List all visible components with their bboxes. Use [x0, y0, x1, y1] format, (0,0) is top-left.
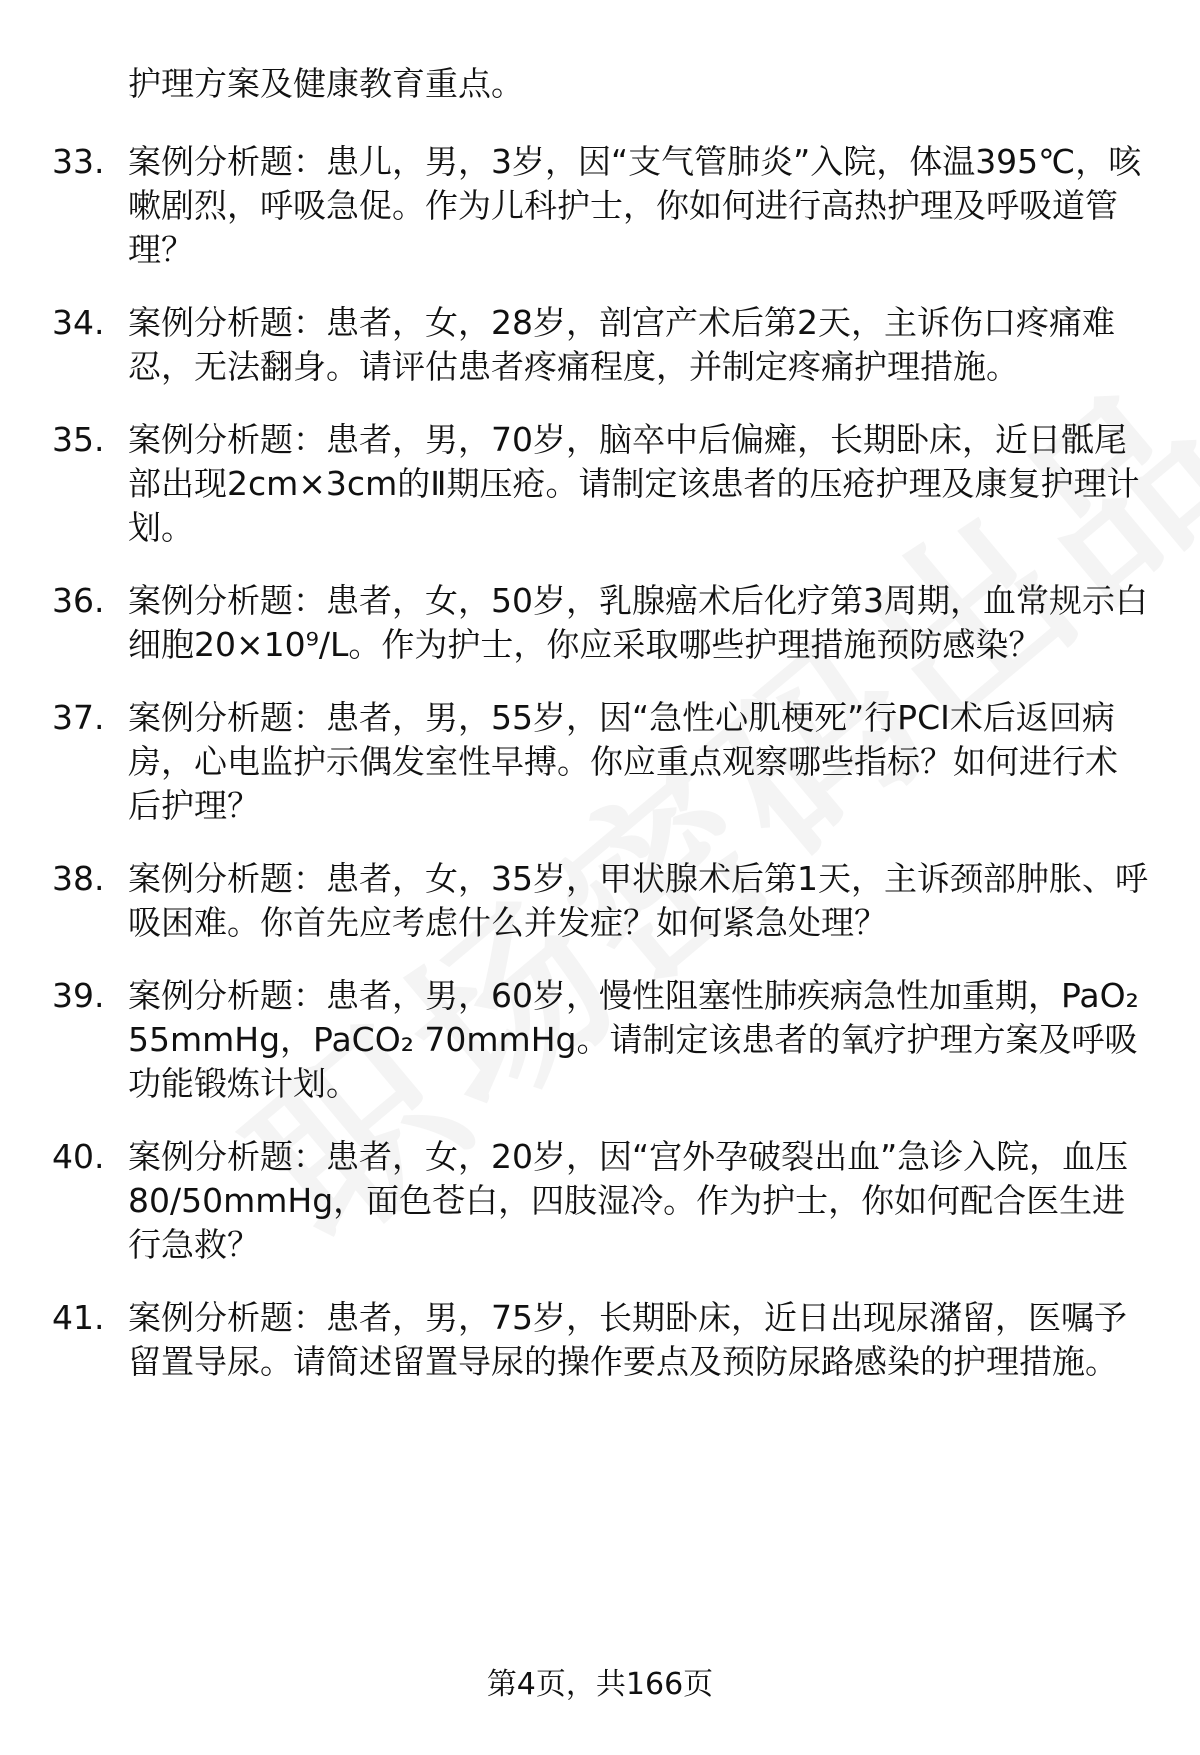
question-item [0, 857, 1200, 945]
question-number: 37. [52, 698, 105, 737]
question-number: 39. [52, 976, 105, 1015]
question-text: 案例分析题：患者，男，70岁，脑卒中后偏瘫，长期卧床，近日骶尾部出现2cm×3cm的Ⅱ期压疮。请制定该患者的压疮护理及康复护理计划。 [128, 420, 1140, 547]
question-item [0, 1135, 1200, 1267]
question-number: 38. [52, 859, 105, 898]
question-text: 案例分析题：患者，男，75岁，长期卧床，近日出现尿潴留，医嘱予留置导尿。请简述留置导尿的操作要点及预防尿路感染的护理措施。 [128, 1298, 1127, 1381]
question-list [0, 140, 1200, 1413]
question-number: 41. [52, 1298, 105, 1337]
question-item [0, 579, 1200, 667]
question-number: 40. [52, 1137, 105, 1176]
question-item [0, 418, 1200, 550]
question-number: 34. [52, 303, 105, 342]
question-item [0, 140, 1200, 272]
question-text: 案例分析题：患者，男，60岁，慢性阻塞性肺疾病急性加重期，PaO₂ 55mmHg，PaCO₂ 70mmHg。请制定该患者的氧疗护理方案及呼吸功能锻炼计划。 [128, 976, 1139, 1103]
question-text: 案例分析题：患者，男，55岁，因“急性心肌梗死”行PCI术后返回病房，心电监护示偶发室性早搏。你应重点观察哪些指标？如何进行术后护理？ [128, 698, 1118, 825]
question-text: 案例分析题：患者，女，28岁，剖宫产术后第2天，主诉伤口疼痛难忍，无法翻身。请评估患者疼痛程度，并制定疼痛护理措施。 [128, 303, 1115, 386]
question-number: 36. [52, 581, 105, 620]
question-item [0, 974, 1200, 1106]
question-item [0, 696, 1200, 828]
question-item [0, 1296, 1200, 1384]
question-text: 案例分析题：患者，女，35岁，甲状腺术后第1天，主诉颈部肿胀、呼吸困难。你首先应考虑什么并发症？如何紧急处理？ [128, 859, 1148, 942]
question-number: 33. [52, 142, 105, 181]
question-text: 案例分析题：患儿，男，3岁，因“支气管肺炎”入院，体温395℃，咳嗽剧烈，呼吸急促。作为儿科护士，你如何进行高热护理及呼吸道管理？ [128, 142, 1142, 269]
question-item [0, 301, 1200, 389]
continuation-text: 护理方案及健康教育重点。 [128, 64, 524, 103]
question-number: 35. [52, 420, 105, 459]
page-footer: 第4页，共166页 [486, 1667, 714, 1702]
question-text: 案例分析题：患者，女，50岁，乳腺癌术后化疗第3周期，血常规示白细胞20×10⁹/L。作为护士，你应采取哪些护理措施预防感染？ [128, 581, 1148, 664]
question-text: 案例分析题：患者，女，20岁，因“宫外孕破裂出血”急诊入院，血压80/50mmHg，面色苍白，四肢湿冷。作为护士，你如何配合医生进行急救？ [128, 1137, 1129, 1264]
